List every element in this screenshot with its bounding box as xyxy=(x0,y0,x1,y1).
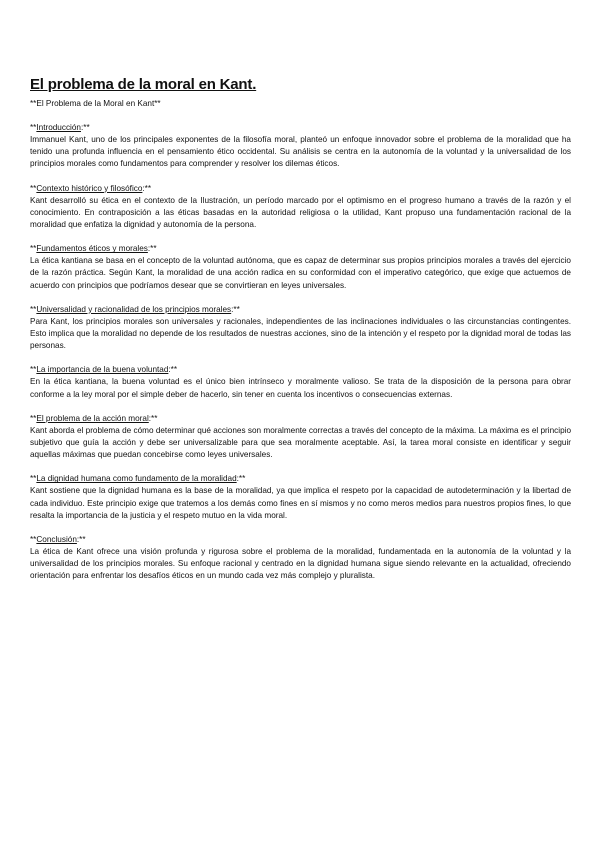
heading-prefix: ** xyxy=(30,365,37,375)
heading-text: Conclusión xyxy=(36,535,77,545)
section-body: En la ética kantiana, la buena voluntad es el único bien intrínseco y moralmente valioso. Se trata de la disposición de la persona para obrar conforme a la ley moral por el simple deber de hacerlo, sin tener en cuenta los incentivos o consecuencias externas. xyxy=(30,377,571,399)
document-page xyxy=(30,76,571,595)
section-heading xyxy=(30,304,571,315)
heading-suffix: :** xyxy=(231,304,240,314)
heading-prefix: ** xyxy=(30,474,37,484)
section-heading xyxy=(30,534,571,545)
heading-prefix: ** xyxy=(30,183,37,193)
heading-text: Introducción xyxy=(36,123,81,132)
section-body: Immanuel Kant, uno de los principales exponentes de la filosofía moral, planteó un enfoque innovador sobre el problema de la moralidad que ha tenido una profunda influencia en el pensamiento ético occidental. Su análisis se centra en la autonomía de la voluntad y la universalidad de los principios morales como fundamentos para comprender y resolver los dilemas éticos. xyxy=(30,135,571,169)
heading-suffix: :** xyxy=(147,244,157,254)
heading-suffix: :** xyxy=(76,535,86,545)
heading-suffix: :** xyxy=(148,413,158,423)
section-heading xyxy=(30,183,571,194)
heading-text: Fundamentos éticos y morales xyxy=(36,244,148,254)
heading-text: La dignidad humana como fundamento de la moralidad xyxy=(36,474,237,484)
section-dignidad xyxy=(30,473,571,522)
section-universalidad xyxy=(30,304,571,353)
section-heading xyxy=(30,364,571,375)
section-fundamentos xyxy=(30,243,571,292)
section-contexto xyxy=(30,183,571,232)
section-body: Kant sostiene que la dignidad humana es la base de la moralidad, ya que implica el respeto por la capacidad de autodeterminación y la libertad de cada individuo. Este principio exige que tratemos a los demás como fines en sí mismos y no como meros medios para nuestros propios fines, lo que resalta la importancia de la justicia y el respeto mutuo en la vida moral. xyxy=(30,486,571,520)
heading-prefix: ** xyxy=(30,535,37,545)
section-body: La ética de Kant ofrece una visión profunda y rigurosa sobre el problema de la moralidad, fundamentada en la autonomía de la voluntad y la universalidad de los principios morales. Su enfoque racional y centrado en la dignidad humana sigue siendo relevante en la actualidad, ofreciendo orientación para enfrentar los desafíos éticos en un mundo cada vez más complejo y pluralista. xyxy=(30,547,571,581)
heading-text: Contexto histórico y filosófico xyxy=(36,183,143,193)
heading-suffix: :** xyxy=(236,474,246,484)
document-title: El problema de la moral en Kant. xyxy=(30,76,257,93)
section-body: La ética kantiana se basa en el concepto de la voluntad autónoma, que es capaz de determinar sus propios principios morales a través del ejercicio de la razón práctica. Según Kant, la moralidad de una acción radica en su conformidad con el imperativo categórico, que exige que actuemos de acuerdo con principios que podríamos desear que se convirtieran en leyes universales. xyxy=(30,256,571,290)
heading-text: El problema de la acción moral xyxy=(36,413,149,423)
heading-suffix: :** xyxy=(142,183,152,193)
section-heading xyxy=(30,122,571,133)
heading-prefix: ** xyxy=(30,123,37,132)
section-body: Kant desarrolló su ética en el contexto de la Ilustración, un período marcado por el optimismo en el progreso humano a través de la razón y el conocimiento. En contraposición a las éticas basadas en la autoridad religiosa o la utilidad, Kant propuso una fundamentación racional de la moralidad que enfatiza la dignidad y autonomía de la persona. xyxy=(30,195,571,230)
section-body: Para Kant, los principios morales son universales y racionales, independientes de las inclinaciones individuales o las circunstancias contingentes. Esto implica que la moralidad no depende de los resultados de nuestras acciones, sino de la intención y el respeto por la dignidad moral de todas las personas. xyxy=(30,316,571,351)
heading-suffix: :** xyxy=(168,365,178,375)
section-accion-moral xyxy=(30,413,571,462)
document-subtitle: **El Problema de la Moral en Kant** xyxy=(30,99,161,108)
heading-prefix: ** xyxy=(30,413,37,423)
section-introduccion xyxy=(30,122,571,171)
heading-text: La importancia de la buena voluntad xyxy=(36,365,169,375)
section-buena-voluntad xyxy=(30,364,571,400)
section-body: Kant aborda el problema de cómo determinar qué acciones son moralmente correctas a través del concepto de la máxima. La máxima es el principio subjetivo que guía la acción y debe ser universalizable para que sea moralmente aceptable. Así, la tarea moral consiste en identificar y seguir aquellas máximas que puedan concebirse como leyes universales. xyxy=(30,425,571,460)
section-heading xyxy=(30,243,571,254)
section-heading xyxy=(30,413,571,424)
section-heading xyxy=(30,473,571,484)
section-conclusion xyxy=(30,534,571,583)
heading-suffix: :** xyxy=(80,123,90,132)
heading-prefix: ** xyxy=(30,304,37,314)
heading-text: Universalidad y racionalidad de los principios morales xyxy=(36,304,232,314)
heading-prefix: ** xyxy=(30,244,37,254)
